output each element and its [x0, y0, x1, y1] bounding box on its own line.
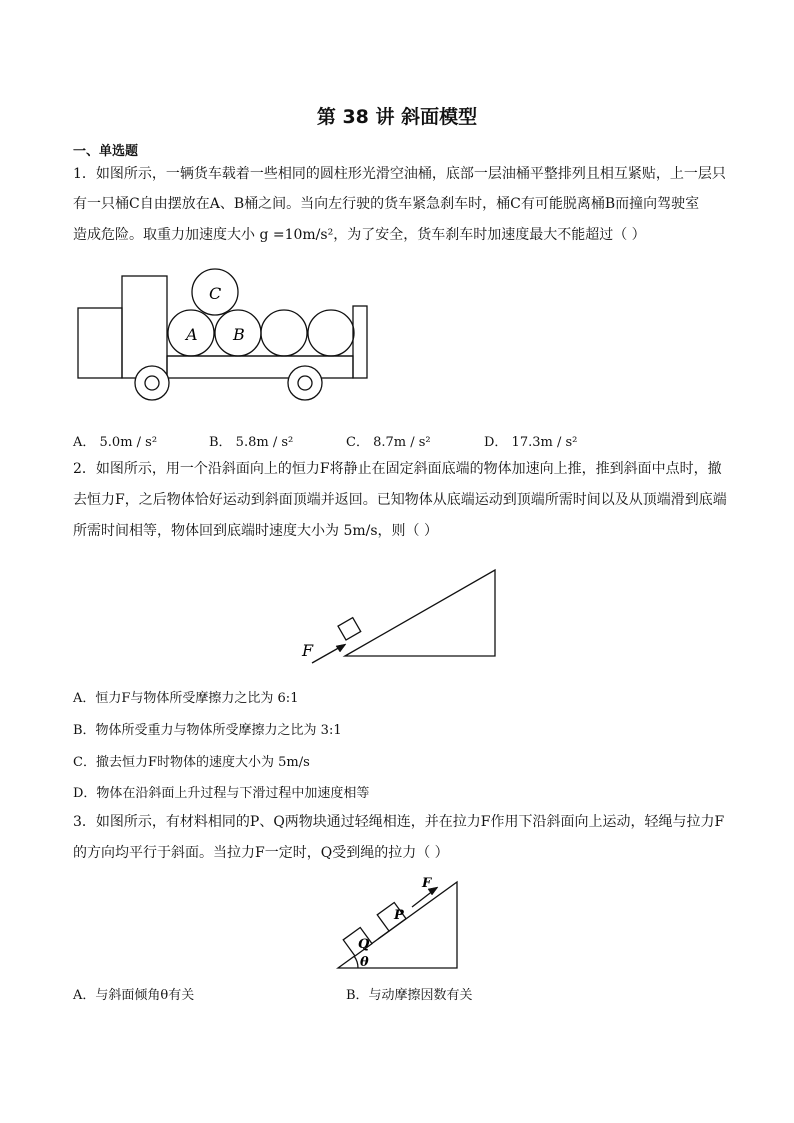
label-q: Q — [358, 937, 370, 952]
q1-text-line-3: 造成危险。取重力加速度大小 g =10m/s²，为了安全，货车刹车时加速度最大不能超过（ ） — [73, 227, 646, 243]
barrel-3 — [261, 310, 307, 356]
label-b: B — [233, 325, 245, 344]
section-heading: 一、单选题 — [73, 144, 139, 159]
page-title: 第 38 讲 斜面模型 — [316, 106, 478, 128]
q2-text-line-3: 所需时间相等，物体回到底端时速度大小为 5m/s，则（ ） — [73, 523, 438, 539]
label-theta: θ — [360, 955, 369, 970]
q2-text-line-2: 去恒力F，之后物体恰好运动到斜面顶端并返回。已知物体从底端运动到顶端所需时间以及从顶端滑到底端 — [73, 492, 727, 508]
q3-option-a[interactable]: A．与斜面倾角θ有关 — [73, 988, 195, 1003]
label-a: A — [186, 325, 198, 344]
q2-incline-figure — [290, 560, 510, 670]
rope — [378, 931, 389, 939]
q2-text-line-1: 2．如图所示，用一个沿斜面向上的恒力F将静止在固定斜面底端的物体加速向上推，推到斜面中点时，撤 — [73, 461, 722, 477]
q2-option-c[interactable]: C．撤去恒力F时物体的速度大小为 5m/s — [73, 755, 310, 770]
q1-text-line-2: 有一只桶C自由摆放在A、B桶之间。当向左行驶的货车紧急刹车时，桶C有可能脱离桶B而撞向驾驶室 — [73, 196, 700, 212]
q1-option-b[interactable]: B． 5.8m / s² — [209, 435, 294, 450]
truck-hood — [78, 308, 122, 378]
wheel-rear — [288, 366, 322, 400]
label-f: F — [422, 876, 432, 891]
q1-text-line-1: 1．如图所示，一辆货车载着一些相同的圆柱形光滑空油桶，底部一层油桶平整排列且相互紧贴，上一层只 — [73, 166, 726, 182]
wheel-front — [135, 366, 169, 400]
truck-tailgate — [353, 306, 367, 378]
q3-text-line-1: 3．如图所示，有材料相同的P、Q两物块通过轻绳相连，并在拉力F作用下沿斜面向上运动，轻绳与拉力F — [73, 814, 725, 830]
block — [338, 618, 361, 640]
q3-text-line-2: 的方向均平行于斜面。当拉力F一定时，Q受到绳的拉力（ ） — [73, 845, 449, 861]
q1-truck-figure — [70, 262, 380, 402]
q3-incline-figure — [330, 870, 470, 975]
truck-bed — [167, 356, 353, 378]
q2-option-b[interactable]: B．物体所受重力与物体所受摩擦力之比为 3:1 — [73, 723, 342, 738]
angle-arc — [354, 956, 358, 968]
q1-option-c[interactable]: C． 8.7m / s² — [346, 435, 431, 450]
label-c: C — [209, 284, 222, 303]
label-f: F — [302, 641, 314, 660]
q1-option-d[interactable]: D． 17.3m / s² — [484, 435, 578, 450]
barrel-4 — [308, 310, 354, 356]
incline — [345, 570, 495, 656]
q2-option-a[interactable]: A．恒力F与物体所受摩擦力之比为 6:1 — [73, 691, 299, 706]
truck-cab — [122, 276, 167, 378]
q1-option-a[interactable]: A． 5.0m / s² — [73, 435, 158, 450]
q2-option-d[interactable]: D．物体在沿斜面上升过程与下滑过程中加速度相等 — [73, 786, 370, 801]
label-p: P — [394, 908, 404, 923]
q3-option-b[interactable]: B．与动摩擦因数有关 — [346, 988, 473, 1003]
